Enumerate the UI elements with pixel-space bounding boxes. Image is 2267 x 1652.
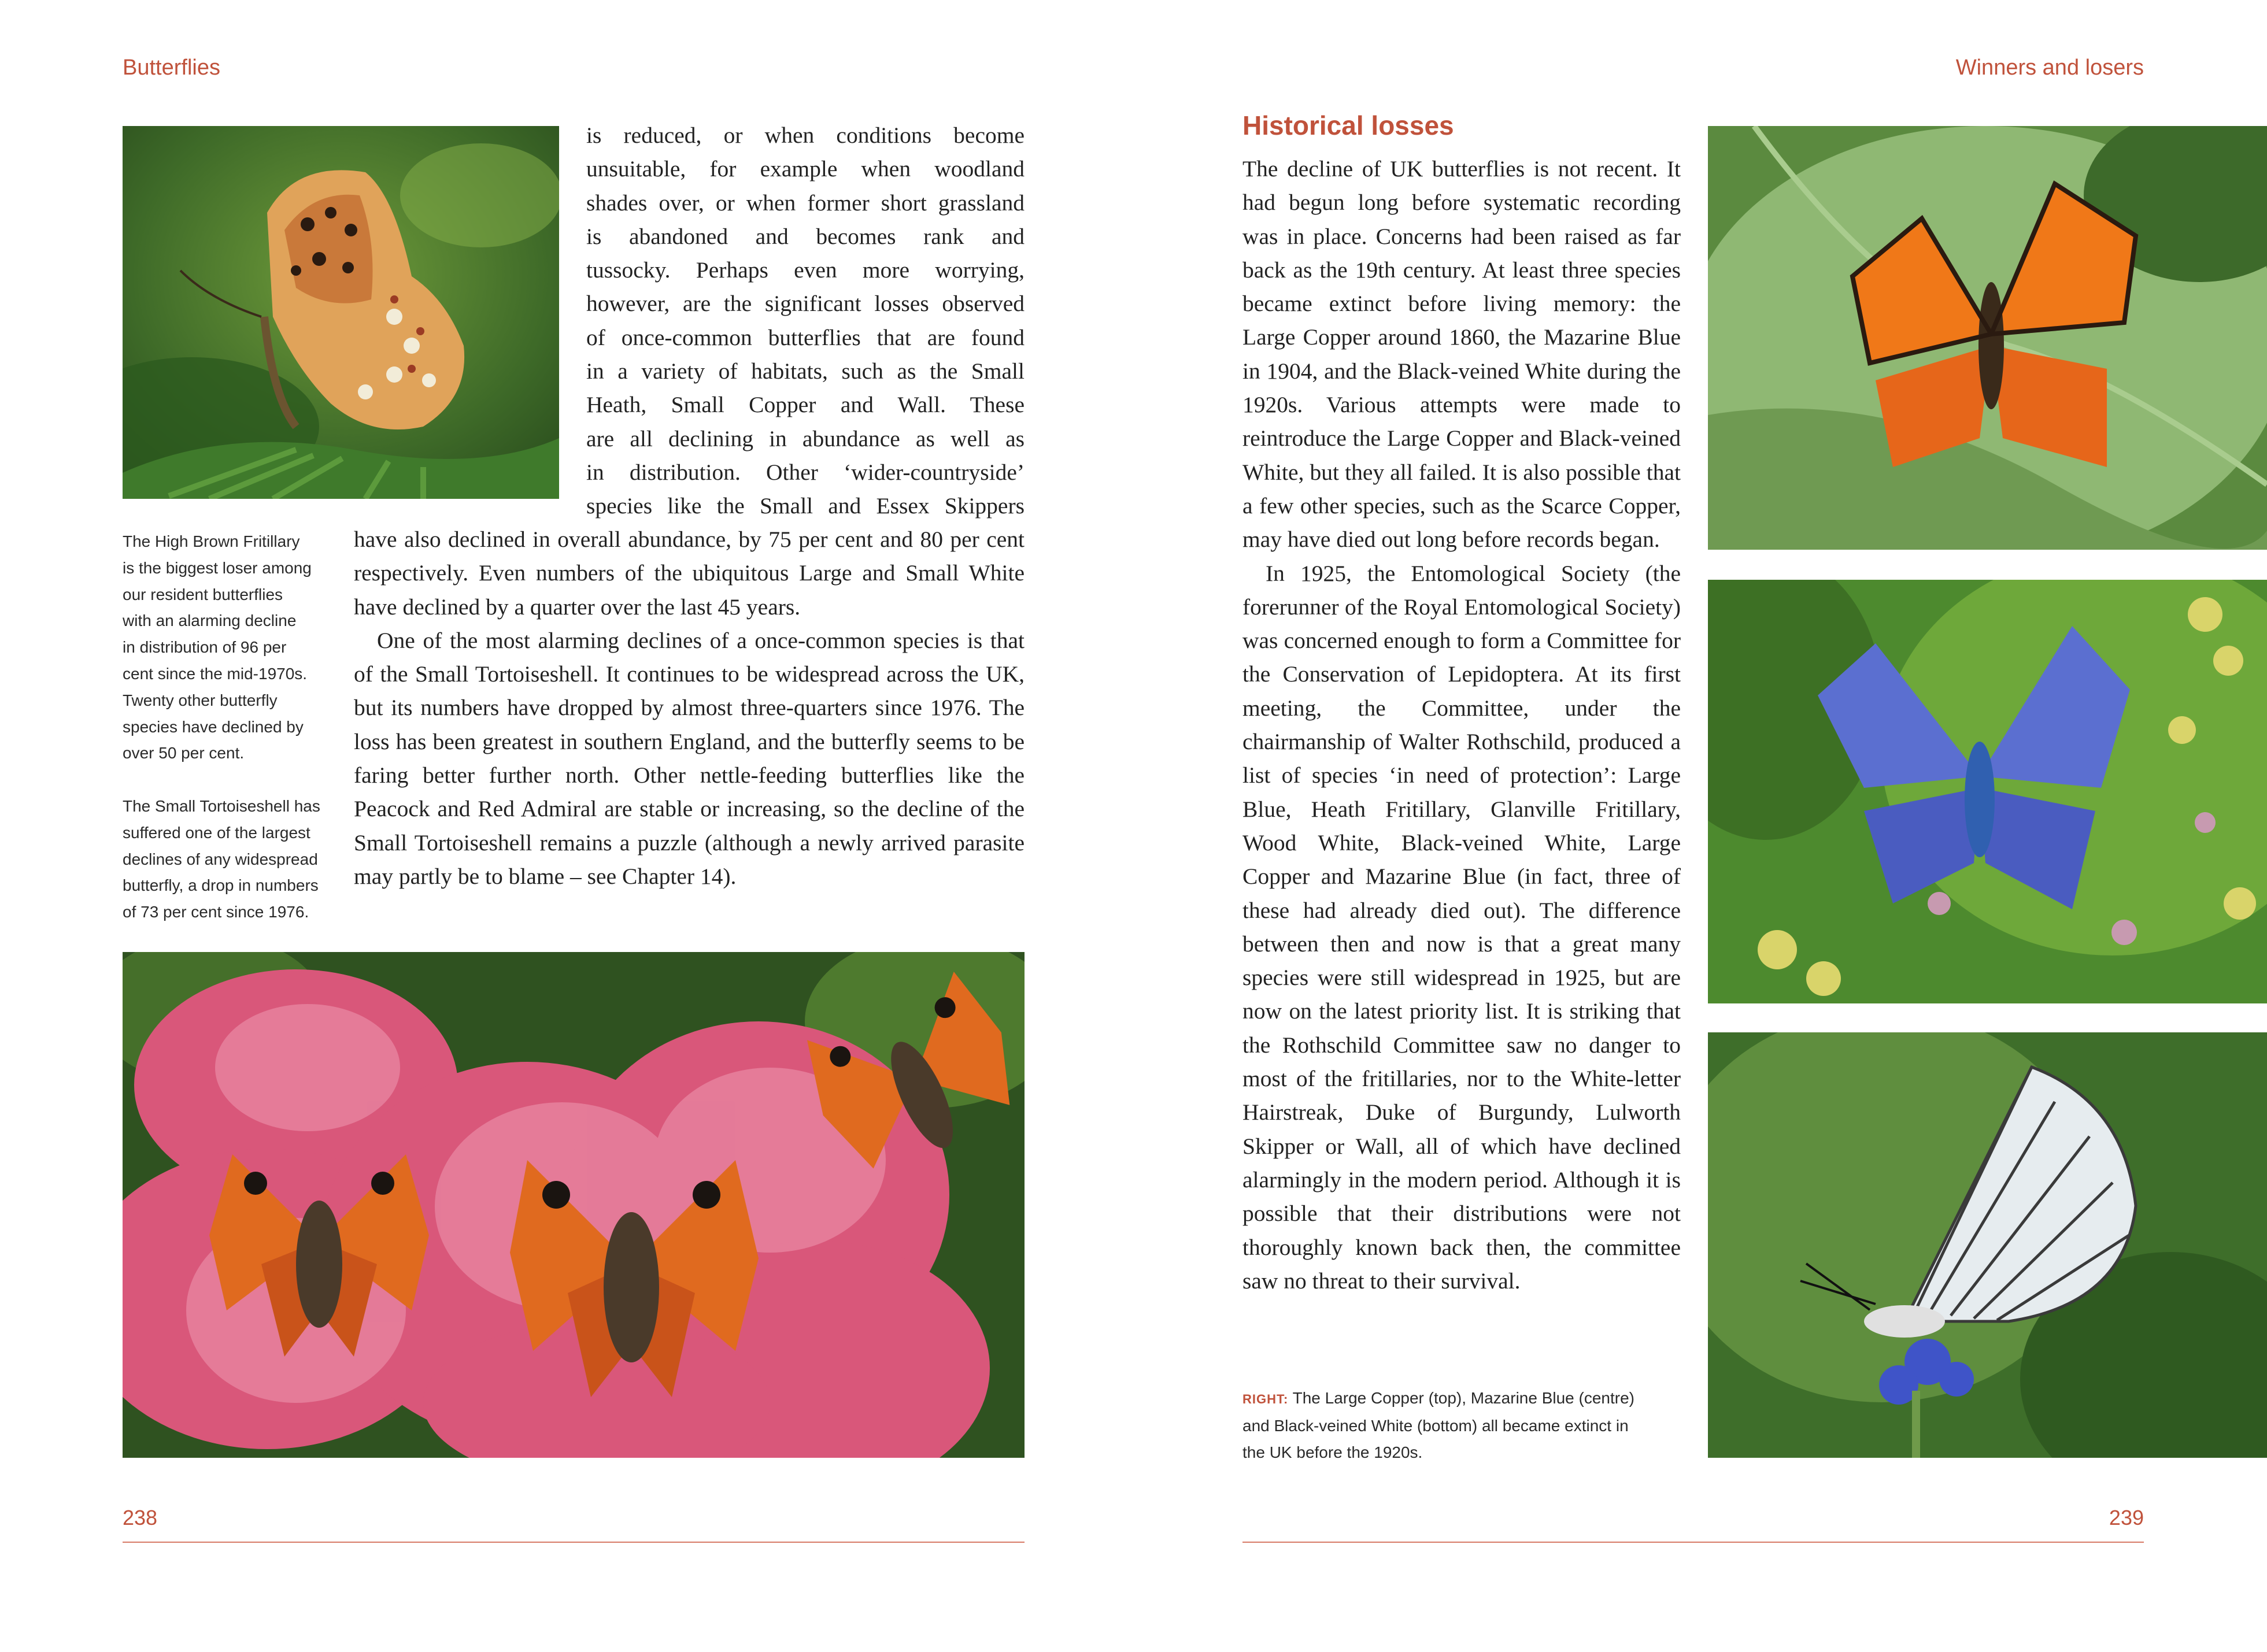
wrap-paragraph-narrow — [586, 118, 1025, 523]
high-brown-fritillary-photo — [123, 126, 559, 499]
text-line: unsuitable, for example when woodland — [586, 156, 1025, 182]
mazarine-blue-photo — [1708, 580, 2267, 1003]
caption-line: and Black-veined White (bottom) all became extinct in — [1242, 1416, 1629, 1435]
paragraph: have also declined in overall abundance, by 75 per cent and 80 per cent respectively. Even numbers of the ubiquitous Large and Small White have declined by a quarter over the last 45 years. — [354, 527, 1025, 620]
paragraph: In 1925, the Entomological Society (the forerunner of the Royal Entomological Society) was concerned enough to form a Committee for the Conservation of Lepidoptera. At its first meeting, the Committee, under the chairmanship of Walter Rothschild, produced a list of species ‘in need of protection’: Large Blue, Heath Fritillary, Glanville Fritillary, Wood White, Black-veined White, Large Copper and Mazarine Blue (in fact, three of these had already died out). The difference between then and now is that a great many species were still widespread in 1925, but are now on the latest priority list. It is striking that the Rothschild Committee saw no danger to most of the fritillaries, nor to the White-letter Hairstreak, Duke of Burgundy, Lulworth Skipper or Wall, all of which have declined alarmingly in the modern period. Although it is possible that their distributions were not thoroughly known back then, the committee saw no threat to their survival. — [1242, 560, 1681, 1294]
caption-line: is the biggest loser among — [123, 558, 312, 577]
page-number-right: 239 — [2109, 1506, 2144, 1529]
text-line: is abandoned and becomes rank and — [586, 223, 1025, 249]
caption-line: cent since the mid-1970s. — [123, 664, 308, 683]
caption-line: over 50 per cent. — [123, 744, 245, 762]
caption-line: in distribution of 96 per — [123, 638, 287, 657]
text-line: in distribution. Other ‘wider-countryside’ — [586, 459, 1025, 485]
caption-right — [1242, 1385, 1682, 1465]
caption-line: The High Brown Fritillary — [123, 532, 300, 550]
footer-rule-right — [1242, 1542, 2144, 1543]
caption-high-brown-fritillary — [123, 528, 336, 766]
running-head-left: Butterflies — [123, 55, 220, 80]
text-line: however, are the significant losses observed — [586, 291, 1025, 317]
text-line: in a variety of habitats, such as the Small — [586, 358, 1025, 384]
footer-rule-left — [123, 1542, 1025, 1543]
caption-text: The Large Copper (top), Mazarine Blue (centre) — [1292, 1389, 1634, 1407]
caption-line: declines of any widespread — [123, 850, 318, 868]
text-line: of once-common butterflies that are found — [586, 324, 1025, 350]
page-number-left: 238 — [123, 1506, 158, 1529]
large-copper-photo — [1708, 126, 2267, 550]
caption-line: with an alarming decline — [123, 612, 297, 630]
text-line: shades over, or when former short grassland — [586, 190, 1025, 216]
caption-line: our resident butterflies — [123, 585, 283, 603]
text-line: Heath, Small Copper and Wall. These — [586, 392, 1025, 418]
caption-line: the UK before the 1920s. — [1242, 1443, 1423, 1461]
caption-line: species have declined by — [123, 717, 304, 736]
left-main-text — [354, 523, 1025, 893]
text-line: tussocky. Perhaps even more worrying, — [586, 257, 1025, 283]
paragraph: One of the most alarming declines of a once-common species is that of the Small Tortoiseshell. It continues to be widespread across the UK, but its numbers have dropped by almost three-quarters since 1976. The loss has been greatest in southern England, and the butterfly seems to be faring better further north. Other nettle-feeding butterflies like the Peacock and Red Admiral are stable or increasing, so the decline of the Small Tortoiseshell remains a puzzle (although a newly arrived parasite may partly be to blame – see Chapter 14). — [354, 627, 1025, 889]
small-tortoiseshell-photo — [123, 952, 1025, 1458]
caption-line: The Small Tortoiseshell has — [123, 797, 320, 815]
caption-line: of 73 per cent since 1976. — [123, 903, 309, 921]
text-line: is reduced, or when conditions become — [586, 123, 1025, 148]
caption-label: RIGHT: — [1242, 1392, 1289, 1406]
caption-small-tortoiseshell — [123, 793, 348, 925]
black-veined-white-photo — [1708, 1032, 2267, 1458]
section-heading: Historical losses — [1242, 110, 1454, 140]
right-main-text — [1242, 152, 1681, 1298]
text-line: are all declining in abundance as well as — [586, 425, 1025, 451]
text-line: species like the Small and Essex Skippers — [586, 493, 1025, 519]
caption-line — [1242, 1385, 1682, 1413]
caption-line: butterfly, a drop in numbers — [123, 876, 319, 895]
running-head-right: Winners and losers — [1955, 55, 2144, 80]
paragraph: The decline of UK butterflies is not recent. It had begun long before systematic recording was in place. Concerns had been raised as far back as the 19th century. At least three species became extinct before living memory: the Large Copper around 1860, the Mazarine Blue in 1904, and the Black-veined White during the 1920s. Various attempts were made to reintroduce the Large Copper and Black-veined White, but they all failed. It is also possible that a few other species, such as the Scarce Copper, may have died out long before records began. — [1242, 156, 1681, 553]
caption-line: Twenty other butterfly — [123, 691, 278, 709]
caption-line: suffered one of the largest — [123, 823, 310, 842]
